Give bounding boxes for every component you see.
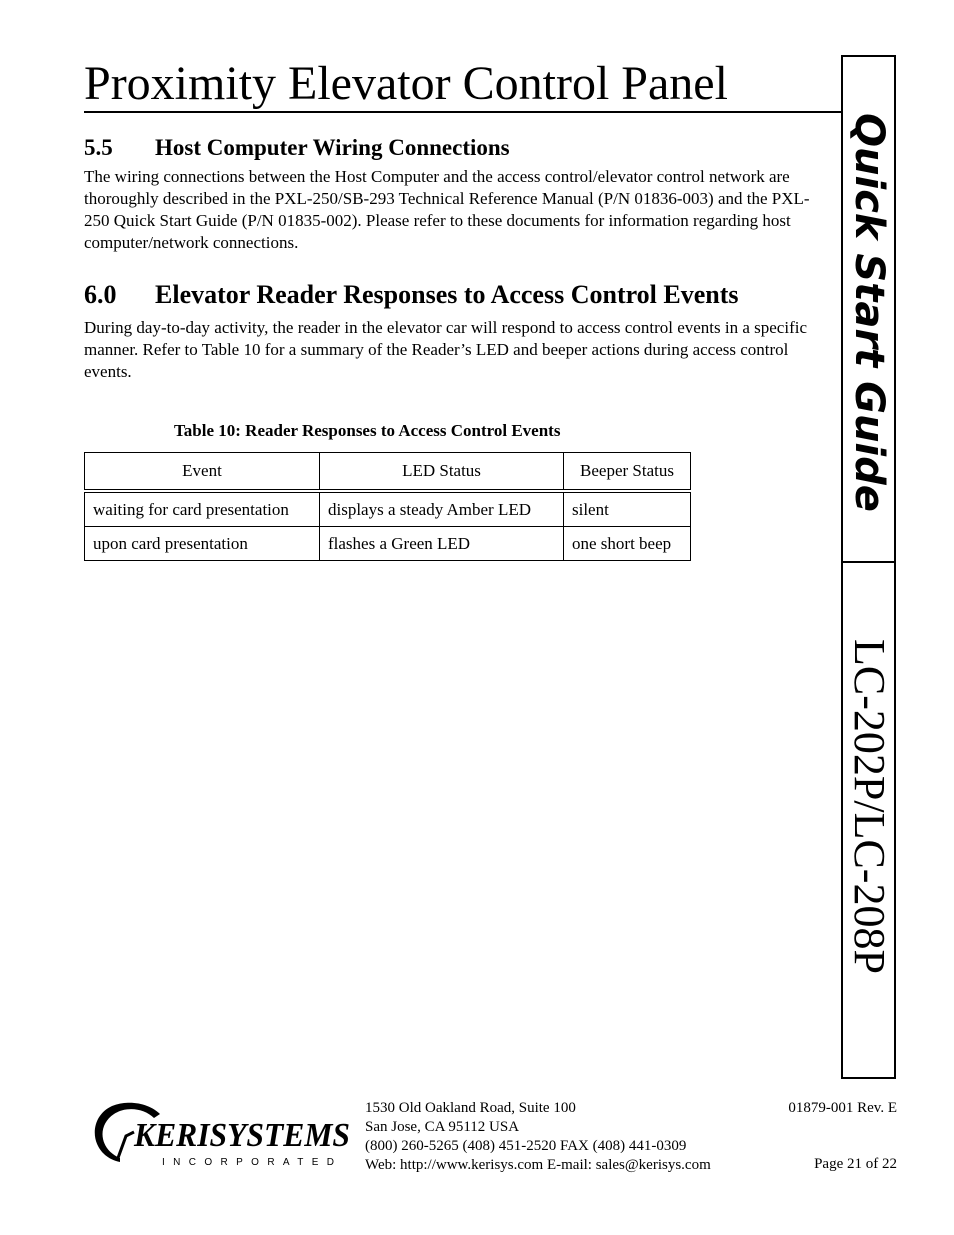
sidebar-model-label: LC-202P/LC-208P [845, 639, 894, 974]
table-header-cell: LED Status [320, 453, 564, 492]
keri-systems-logo [84, 1098, 352, 1168]
table-cell: displays a steady Amber LED [320, 491, 564, 527]
table-cell: one short beep [564, 527, 691, 561]
sidebar-guide-label: Quick Start Guide [846, 113, 892, 512]
logo-wordmark: KERISYSTEMS [133, 1117, 350, 1154]
page-title: Proximity Elevator Control Panel [84, 57, 728, 110]
section-5-5-heading [84, 134, 510, 162]
events-table [84, 452, 691, 561]
table-cell: upon card presentation [85, 527, 320, 561]
address-line: 1530 Old Oakland Road, Suite 100 [365, 1100, 576, 1116]
section-6-0-heading [84, 279, 739, 311]
table-row [85, 527, 691, 561]
sidebar-divider [843, 561, 894, 563]
page-number: Page 21 of 22 [814, 1156, 897, 1172]
address-line: (800) 260-5265 (408) 451-2520 FAX (408) 441-0309 [365, 1138, 687, 1154]
table-cell: waiting for card presentation [85, 491, 320, 527]
company-address [365, 1099, 711, 1175]
logo-subtext: INCORPORATED [162, 1157, 334, 1168]
table-row [85, 491, 691, 527]
table-cell: flashes a Green LED [320, 527, 564, 561]
table-caption: Table 10: Reader Responses to Access Control Events [174, 421, 561, 440]
address-line: San Jose, CA 95112 USA [365, 1119, 520, 1135]
title-rule [84, 111, 841, 113]
sidebar [841, 55, 896, 1079]
table-header-cell: Event [85, 453, 320, 492]
address-line: Web: http://www.kerisys.com E-mail: sales@kerisys.com [365, 1157, 711, 1173]
section-5-5-body: The wiring connections between the Host Computer and the access control/elevator control network are thoroughly described in the PXL-250/SB-293 Technical Reference Manual (P/N 01836-003) and the PXL-250 Quick Start Guide (P/N 01835-002). Please refer to these documents for information regarding host computer/network connections. [84, 167, 810, 252]
table-header-row [85, 453, 691, 492]
section-number: 6.0 [84, 280, 117, 309]
section-6-0-body: During day-to-day activity, the reader in the elevator car will respond to access control events in a specific manner. Refer to Table 10 for a summary of the Reader’s LED and beeper actions during access control events. [84, 318, 808, 381]
table-cell: silent [564, 491, 691, 527]
section-title: Host Computer Wiring Connections [155, 135, 510, 160]
section-number: 5.5 [84, 135, 113, 160]
document-revision: 01879-001 Rev. E [788, 1100, 897, 1116]
table-header-cell: Beeper Status [564, 453, 691, 492]
section-title: Elevator Reader Responses to Access Control Events [155, 280, 739, 309]
